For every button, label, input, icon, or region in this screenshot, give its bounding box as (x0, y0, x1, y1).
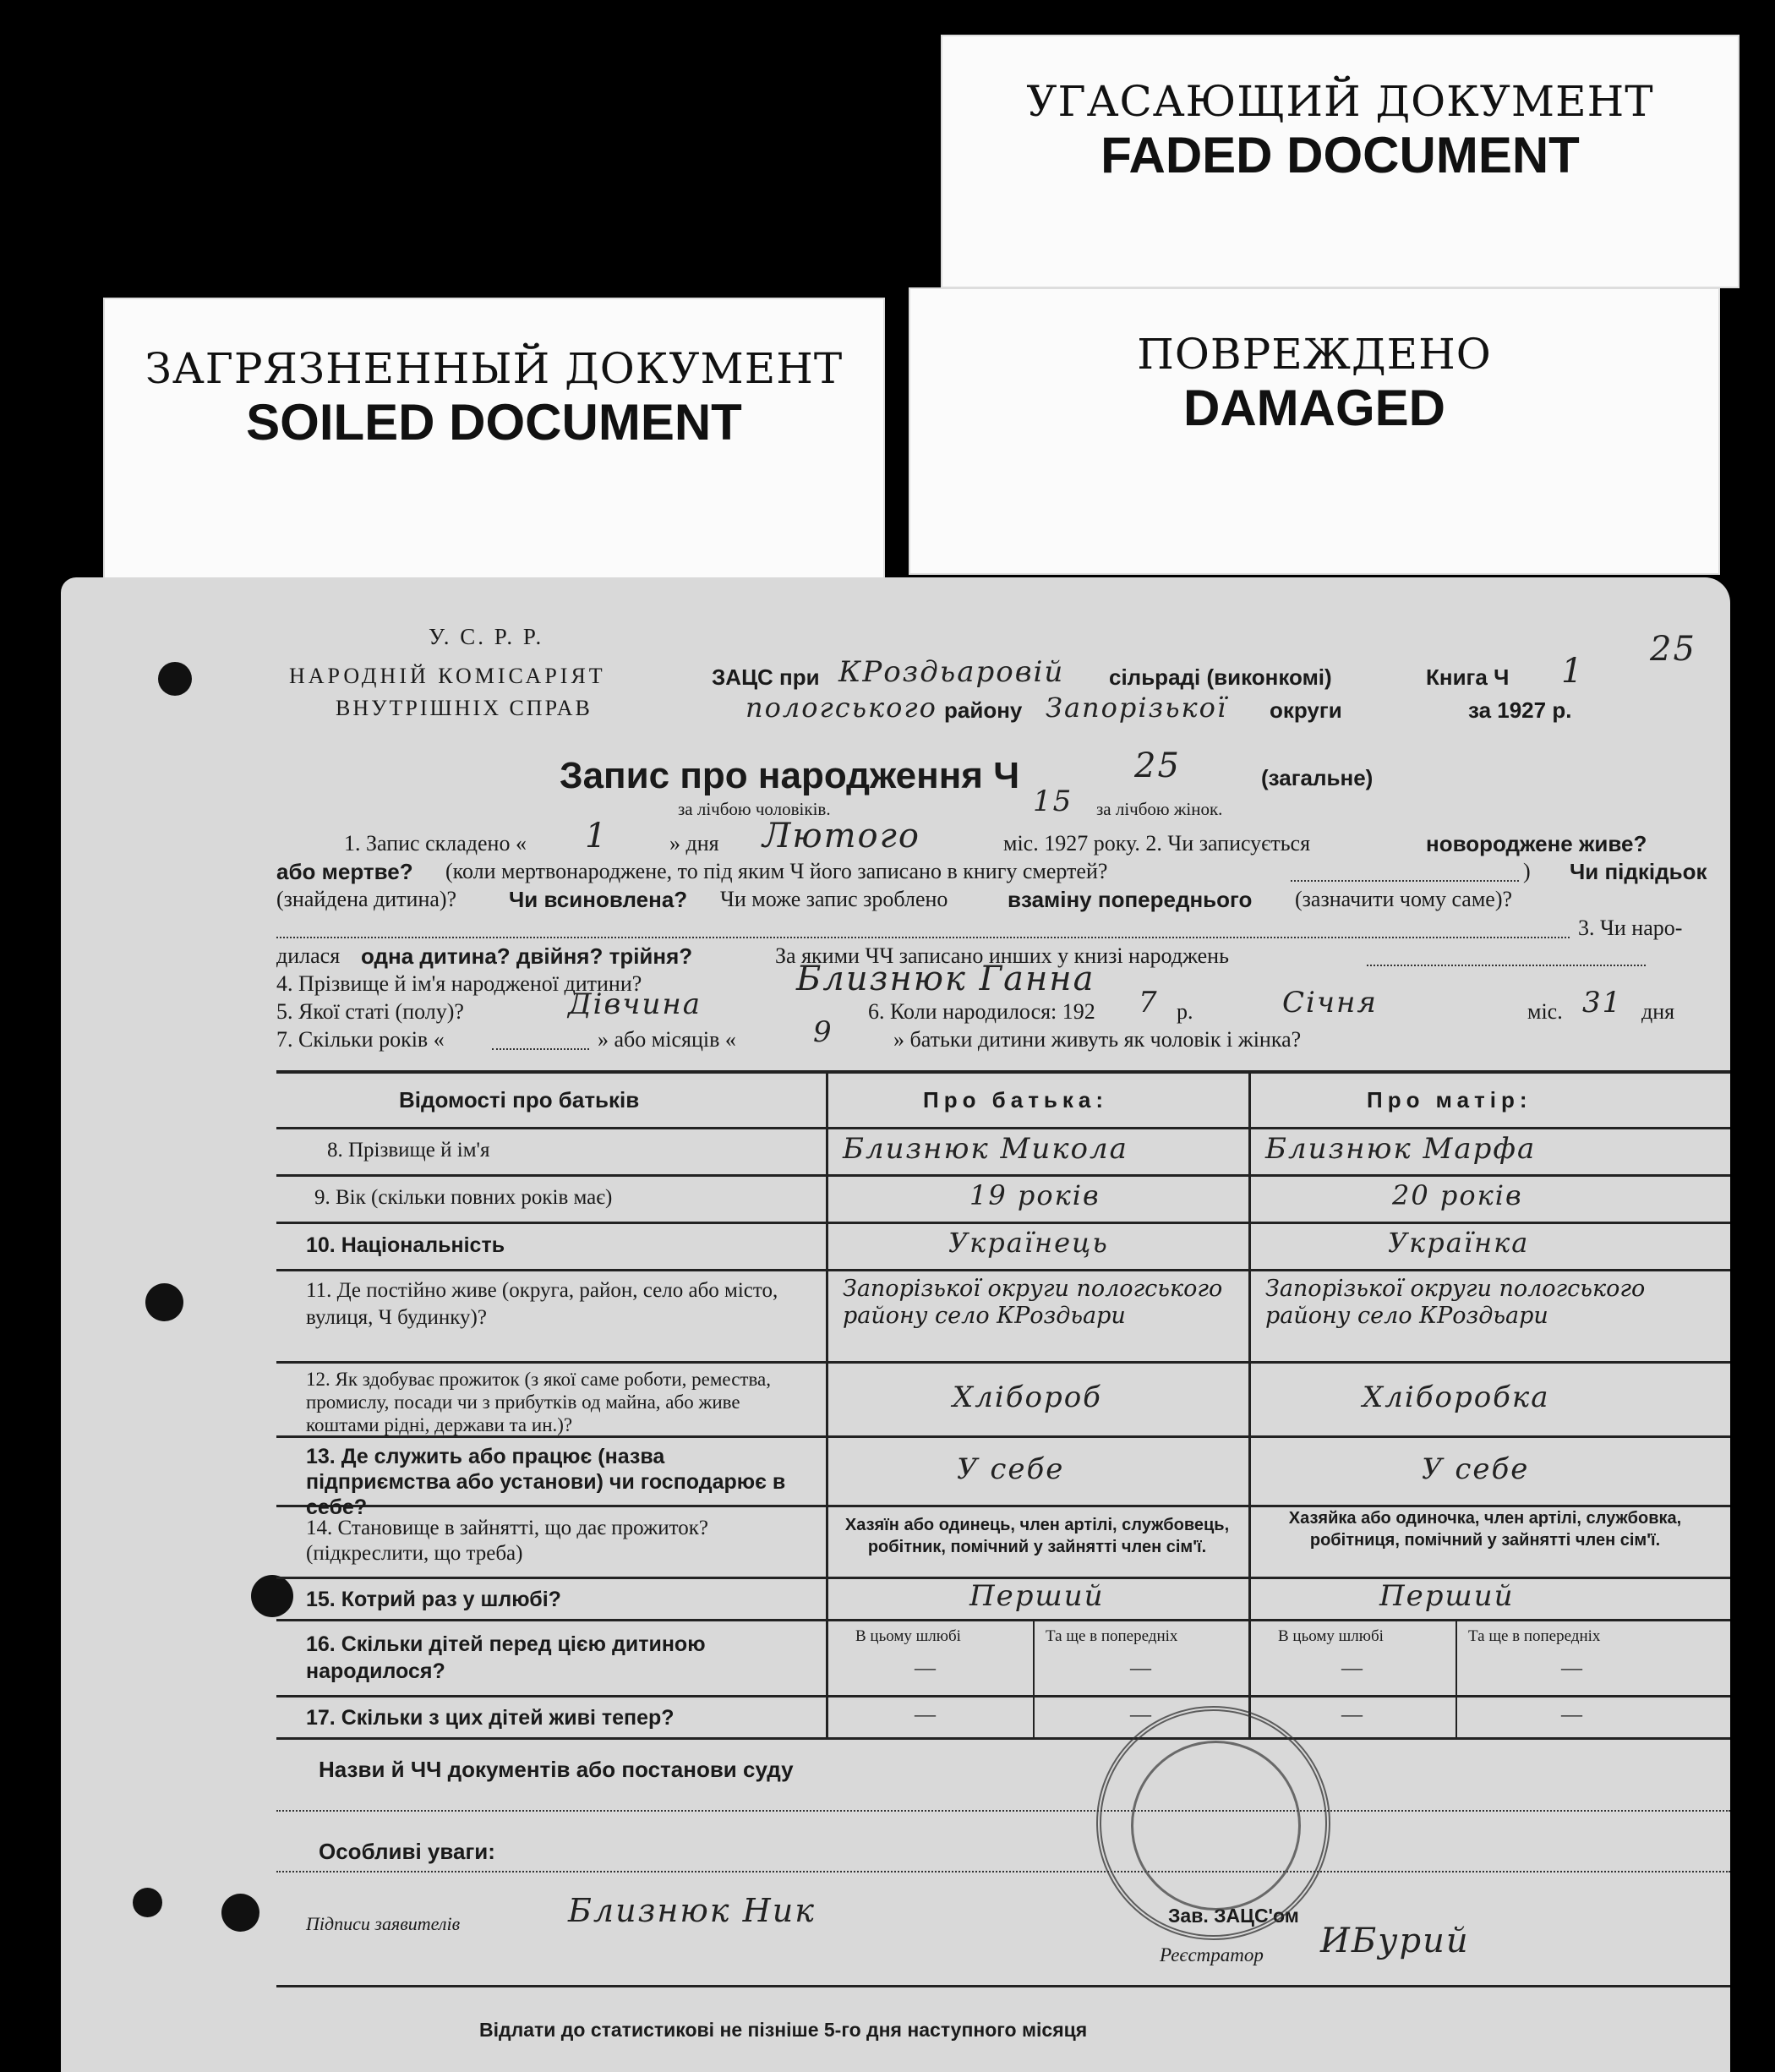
row-15-label: 15. Котрий раз у шлюбі? (306, 1588, 561, 1611)
table-head-father: Про батька: (923, 1087, 1109, 1113)
notes-line (276, 1871, 1730, 1872)
q2-found-child: (знайдена дитина)? (276, 887, 457, 911)
row-13-mother: У себе (1422, 1452, 1530, 1486)
raion-label: району (944, 697, 1023, 723)
faded-label-en: FADED DOCUMENT (1100, 127, 1580, 183)
row-16-val-2: — (1130, 1657, 1151, 1680)
q6-dnia: дня (1641, 999, 1675, 1024)
q6-day: 31 (1582, 986, 1623, 1020)
row-line (276, 1222, 1730, 1224)
soiled-label-en: SOILED DOCUMENT (246, 394, 742, 451)
punch-hole (145, 1283, 183, 1321)
row-9-mother: 20 років (1392, 1179, 1523, 1211)
record-title: Запис про народження Ч (560, 755, 1020, 796)
row-line (276, 1619, 1730, 1621)
row-17-val-1: — (915, 1703, 936, 1726)
row-line (276, 1174, 1730, 1177)
signatures-label: Підписи заявителів (306, 1913, 461, 1934)
row-12-label: 12. Як здобуває прожиток (з якої саме роботи, ремества, промислу, посади чи з прибутків од майна, або живе коштами рідні, держави та ин.)? (306, 1369, 771, 1435)
row-15-mother: Перший (1379, 1579, 1515, 1613)
col-divider (826, 1070, 828, 1737)
faded-document-card (941, 35, 1740, 288)
registrar-label: Реєстратор (1160, 1944, 1264, 1965)
col-divider (1248, 1070, 1251, 1737)
q5-label: 5. Якої статі (полу)? (276, 999, 464, 1024)
zags-head-label: Зав. ЗАЦС'ом (1168, 1905, 1299, 1927)
village-handwritten: КРоздьаровій (838, 655, 1065, 689)
ussr-heading: У. С. Р. Р. (429, 624, 544, 649)
q2-dead: або мертве? (276, 859, 413, 884)
row-12-mother: Хліборобка (1363, 1380, 1550, 1414)
row-line (276, 1737, 1730, 1740)
row-16-sub-3: В цьому шлюбі (1278, 1627, 1384, 1645)
row-8-mother: Близнюк Марфа (1265, 1132, 1537, 1166)
corner-number: 25 (1650, 630, 1696, 669)
q3-multiples: одна дитина? двійня? трійня? (361, 943, 693, 969)
q2-alive: новороджене живе? (1426, 831, 1647, 856)
row-16-val-3: — (1341, 1657, 1363, 1680)
row-13-label: 13. Де служить або працює (назва підприємства або установи) чи господарює в себе? (306, 1445, 786, 1519)
docs-line (276, 1810, 1730, 1812)
q2-stillborn: (коли мертвонароджене, то під яким Ч його записано в книгу смертей? (445, 859, 1108, 883)
table-head-mother: Про матір: (1367, 1087, 1532, 1113)
q7-years: 7. Скільки років « (276, 1027, 445, 1052)
soiled-document-card (103, 298, 885, 579)
q2-replacement-prev: взаміну попереднього (1008, 887, 1253, 912)
row-16-label: 16. Скільки дітей перед цією дитиною народилося? (306, 1632, 706, 1683)
row-16-sub-2: Та ще в попередніх (1046, 1627, 1178, 1645)
table-head-line (276, 1127, 1730, 1129)
commissariat-line-1: НАРОДНІЙ КОМІСАРІЯТ (289, 664, 606, 688)
q7-months: 9 (813, 1015, 833, 1049)
row-16-val-4: — (1561, 1657, 1582, 1680)
q4-label: 4. Прізвище й ім'я народженої дитини? (276, 971, 642, 996)
book-label: Книга Ч (1426, 664, 1510, 690)
punch-hole (133, 1888, 162, 1917)
q1-year-q2: міс. 1927 року. 2. Чи записується (1003, 831, 1311, 856)
table-top-line (276, 1070, 1730, 1074)
q7-rest: » батьки дитини живуть як чоловік і жінка? (893, 1027, 1302, 1052)
q6-mis: міс. (1527, 999, 1563, 1024)
col-divider-sub (1033, 1619, 1035, 1737)
okruha-handwritten: Запорізької (1046, 692, 1228, 724)
damaged-label-en: DAMAGED (1183, 380, 1445, 436)
q2-why: (зазначити чому саме)? (1295, 887, 1513, 911)
q4-child-name: Близнюк Ганна (796, 959, 1095, 998)
zags-label: ЗАЦС при (712, 664, 820, 690)
faded-label-ru: УГАСАЮЩИЙ ДОКУМЕНТ (1026, 77, 1654, 126)
row-9-label: 9. Вік (скільки повних років має) (314, 1186, 613, 1209)
row-10-father: Українець (948, 1227, 1109, 1259)
row-line (276, 1695, 1730, 1698)
row-13-father: У себе (957, 1452, 1065, 1486)
damaged-document-card (909, 287, 1720, 575)
row-17-label: 17. Скільки з цих дітей живі тепер? (306, 1706, 674, 1730)
q5-sex: Дівчина (568, 987, 702, 1021)
row-16-sub-1: В цьому шлюбі (855, 1627, 961, 1645)
okruha-label: округи (1270, 697, 1342, 723)
row-16-sub-4: Та ще в попередніх (1468, 1627, 1601, 1645)
record-general: (загальне) (1261, 765, 1374, 790)
row-12-father: Хлібороб (953, 1380, 1102, 1414)
damaged-label-ru: ПОВРЕЖДЕНО (1137, 330, 1492, 379)
row-10-mother: Українка (1388, 1227, 1530, 1259)
row-17-val-2: — (1130, 1703, 1151, 1726)
row-17-val-3: — (1341, 1703, 1363, 1726)
applicant-signature: Близнюк Ник (568, 1892, 816, 1929)
q6-r: р. (1177, 999, 1193, 1024)
row-9-father: 19 років (969, 1179, 1100, 1211)
row-17-val-4: — (1561, 1703, 1582, 1726)
row-11-label: 11. Де постійно живе (округа, район, село або місто, вулиця, Ч будинку)? (306, 1279, 778, 1329)
row-11-father: Запорізької округи пологського району село КРоздьари (843, 1276, 1223, 1329)
row-16-val-1: — (915, 1657, 936, 1680)
row-14-father: Хазяїн або одинець, член артілі, службовець, робітник, помічний у зайнятті член сім'ї. (844, 1516, 1230, 1556)
q6-month: Січня (1282, 986, 1378, 1020)
official-stamp (1096, 1706, 1330, 1940)
q2-foundling: Чи підкідьок (1570, 859, 1707, 884)
q7-years-blank (492, 1048, 589, 1050)
registrar-signature: ИБурий (1320, 1922, 1470, 1960)
row-8-label: 8. Прізвище й ім'я (327, 1139, 490, 1162)
birth-record-sheet (61, 577, 1730, 2072)
q2-adopted: Чи всиновлена? (509, 887, 688, 912)
soiled-label-ru: ЗАГРЯЗНЕННЫЙ ДОКУМЕНТ (145, 344, 844, 393)
q3-start: 3. Чи наро- (1578, 916, 1683, 940)
row-line (276, 1269, 1730, 1271)
row-15-father: Перший (969, 1579, 1105, 1613)
row-11-mother: Запорізької округи пологського району село КРоздьари (1265, 1276, 1646, 1329)
q1-month: Лютого (762, 817, 920, 856)
q2-blank (1291, 880, 1519, 882)
punch-hole (251, 1575, 293, 1617)
table-head-info: Відомості про батьків (399, 1087, 640, 1113)
book-number: 1 (1561, 652, 1585, 691)
q6-year-digit: 7 (1139, 986, 1159, 1020)
q3-born: дилася (276, 943, 341, 968)
q2-replacement: Чи може запис зроблено (720, 887, 948, 911)
year-label: за 1927 р. (1468, 697, 1572, 723)
q2-close: ) (1523, 859, 1531, 883)
q1-day: 1 (585, 817, 609, 856)
row-14-mother: Хазяйка або одиночка, член артілі, службовка, робітниця, помічний у зайнятті член сім'ї. (1288, 1509, 1682, 1550)
q1-dnia: » дня (669, 831, 719, 856)
row-8-father: Близнюк Микола (843, 1132, 1128, 1166)
q2-why-blank (276, 937, 1570, 938)
q6-label: 6. Коли народилося: 192 (868, 999, 1095, 1024)
q1-start: 1. Запис складено « (344, 831, 527, 856)
row-14-label: 14. Становище в зайнятті, що дає прожиток? (підкреслити, що треба) (306, 1517, 708, 1565)
row-10-label: 10. Національність (306, 1233, 505, 1257)
women-count-label: за лічбою жінок. (1096, 799, 1223, 819)
record-number: 25 (1134, 746, 1181, 785)
raion-handwritten: пологського (746, 692, 937, 724)
punch-hole (158, 662, 192, 696)
col-divider-sub (1456, 1619, 1457, 1737)
q3-other-numbers: За якими ЧЧ записано инших у книзі народжень (775, 943, 1229, 968)
zags-suffix: сільраді (виконкомі) (1109, 664, 1332, 690)
row-line (276, 1361, 1730, 1364)
docs-label: Назви й ЧЧ документів або постанови суду (319, 1757, 794, 1782)
q7-months-label: » або місяців « (598, 1027, 736, 1052)
notes-label: Особливі уваги: (319, 1839, 495, 1864)
commissariat-line-2: ВНУТРІШНІХ СПРАВ (336, 696, 593, 720)
men-count-label: за лічбою чоловіків. (678, 799, 831, 819)
footer-bottom-line (276, 1985, 1730, 1987)
women-count: 15 (1033, 785, 1073, 818)
bottom-instruction: Відлати до статистикові не пізніше 5-го дня наступного місяця (479, 2019, 1088, 2041)
punch-hole (221, 1894, 259, 1932)
q3-blank (1367, 965, 1646, 966)
